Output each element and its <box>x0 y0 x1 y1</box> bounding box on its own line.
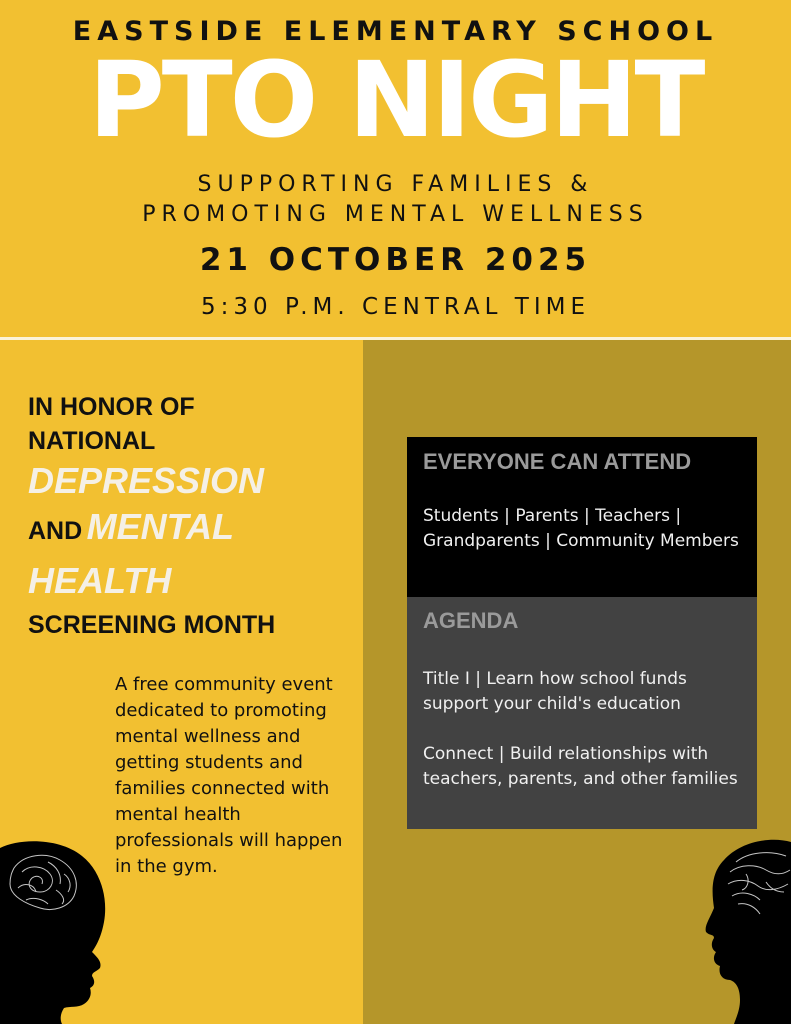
event-date: 21 OCTOBER 2025 <box>199 242 592 278</box>
honor-mental: MENTAL <box>86 506 234 547</box>
agenda-heading: AGENDA <box>423 608 519 633</box>
honor-line-4 <box>28 504 348 558</box>
honor-and: AND <box>28 517 83 545</box>
subtitle-line-1: SUPPORTING FAMILIES & <box>197 172 594 197</box>
attend-text: Students | Parents | Teachers | Grandparents | Community Members <box>423 506 739 551</box>
agenda-item-connect: Connect | Build relationships with teachers, parents, and other families <box>423 744 738 789</box>
attend-heading: EVERYONE CAN ATTEND <box>423 449 692 474</box>
honor-depression: DEPRESSION <box>28 460 265 501</box>
event-title: PTO NIGHT <box>88 39 703 161</box>
school-name: EASTSIDE ELEMENTARY SCHOOL <box>72 16 719 47</box>
attend-box <box>407 437 757 597</box>
brain-head-silhouette-left-icon <box>0 838 110 1024</box>
event-description: A free community event dedicated to promoting mental wellness and getting students and families connected with mental health professionals will happen in the gym. <box>115 674 343 877</box>
honor-statement <box>28 390 348 646</box>
subtitle-line-2: PROMOTING MENTAL WELLNESS <box>142 202 649 227</box>
flyer-header <box>0 0 791 338</box>
agenda-item-title-i: Title I | Learn how school funds support your child's education <box>423 669 687 714</box>
brain-head-silhouette-right-icon <box>700 838 791 1024</box>
event-time: 5:30 P.M. CENTRAL TIME <box>201 294 590 320</box>
honor-line-1: IN HONOR OF <box>28 393 195 421</box>
honor-health: HEALTH <box>28 560 172 601</box>
honor-screening-month: SCREENING MONTH <box>28 611 276 639</box>
honor-line-2: NATIONAL <box>28 427 156 455</box>
agenda-box <box>407 597 757 829</box>
